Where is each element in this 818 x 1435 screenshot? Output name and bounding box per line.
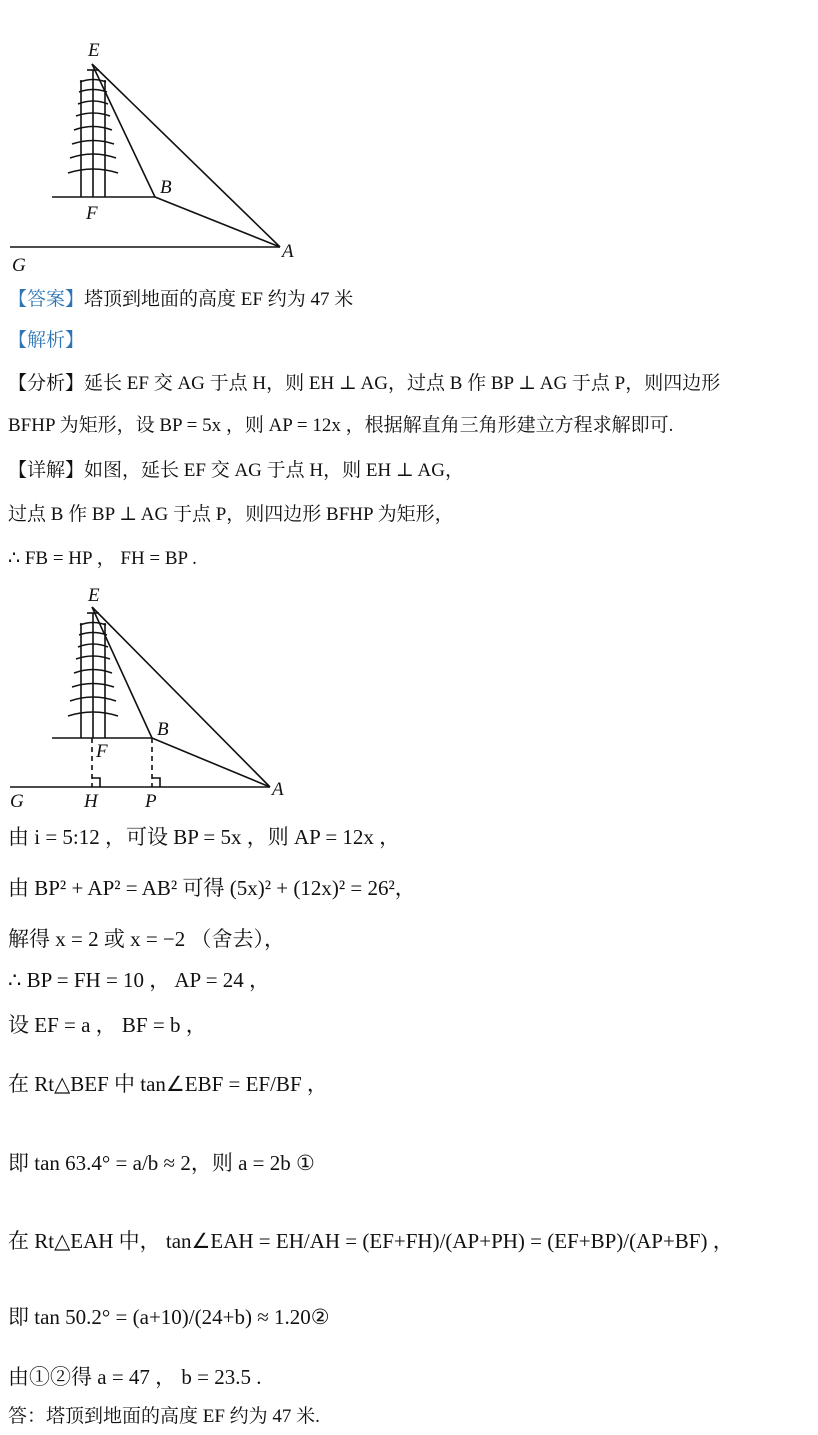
step-10: 由①②得 a = 47 ， b = 23.5 . [8,1365,262,1389]
line-ea-2 [92,607,270,787]
label-g: G [12,255,26,276]
label-h: H [84,791,98,812]
step-2: 由 BP² + AP² = AB² 可得 (5x)² + (12x)² = 26²， [8,876,416,900]
step-9: 即 tan 50.2° = (a+10)/(24+b) ≈ 1.20② [8,1305,330,1329]
step-5: 设 EF = a ， BF = b ， [8,1013,207,1037]
pagoda-figure-1 [0,30,330,310]
xiangjie-line1: 【详解】如图，延长 EF 交 AG 于点 H，则 EH ⊥ AG， [8,460,464,481]
step-1: 由 i = 5:12 ，可设 BP = 5x ，则 AP = 12x ， [8,825,401,849]
step-6: 在 Rt△BEF 中 tan∠EBF = EF/BF ， [8,1072,328,1096]
xiangjie-line3: ∴ FB = HP ， FH = BP . [8,548,197,569]
line-ba-2 [152,738,270,787]
pagoda-figure-2 [0,575,330,815]
pagoda-drawing [68,70,118,197]
analysis-tag: 【解析】 [8,330,85,351]
step-7: 即 tan 63.4° = a/b ≈ 2，则 a = 2b ① [8,1151,315,1175]
label-p: P [145,791,157,812]
label-a: A [282,241,294,262]
label-f-2: F [96,741,108,762]
answer-tag: 【答案】 [8,289,85,310]
fenxi-line2: BFHP 为矩形，设 BP = 5x ，则 AP = 12x ，根据解直角三角形建立方程求解即可. [8,415,674,436]
pagoda-drawing-2 [68,613,118,738]
right-angle-h [92,778,100,787]
label-b: B [160,177,172,198]
right-angle-p [152,778,160,787]
label-f: F [86,203,98,224]
step-4: ∴ BP = FH = 10 ， AP = 24 ， [8,968,271,992]
line-eb-2 [92,607,152,738]
line-ea [92,64,280,247]
step-3: 解得 x = 2 或 x = −2 （舍去）， [8,927,286,951]
fenxi-line1: 【分析】延长 EF 交 AG 于点 H，则 EH ⊥ AG，过点 B 作 BP ⊥ AG 于点 P，则四边形 [8,373,721,394]
label-b-2: B [157,719,169,740]
answer-line [8,289,353,312]
fenxi-tag: 【分析】 [8,373,85,394]
label-g-2: G [10,791,24,812]
xiangjie-tag: 【详解】 [8,460,85,481]
line-eb [92,64,155,197]
label-e: E [88,40,100,61]
label-a-2: A [272,779,284,800]
step-8: 在 Rt△EAH 中， tan∠EAH = EH/AH = (EF+FH)/(AP+PH) = (EF+BP)/(AP+BF) ， [8,1229,734,1253]
final-answer: 答：塔顶到地面的高度 EF 约为 47 米. [8,1406,320,1427]
xiangjie-line2: 过点 B 作 BP ⊥ AG 于点 P，则四边形 BFHP 为矩形， [8,504,454,525]
line-ba [155,197,280,247]
label-e-2: E [88,585,100,606]
answer-text: 塔顶到地面的高度 EF 约为 47 米 [84,289,354,310]
